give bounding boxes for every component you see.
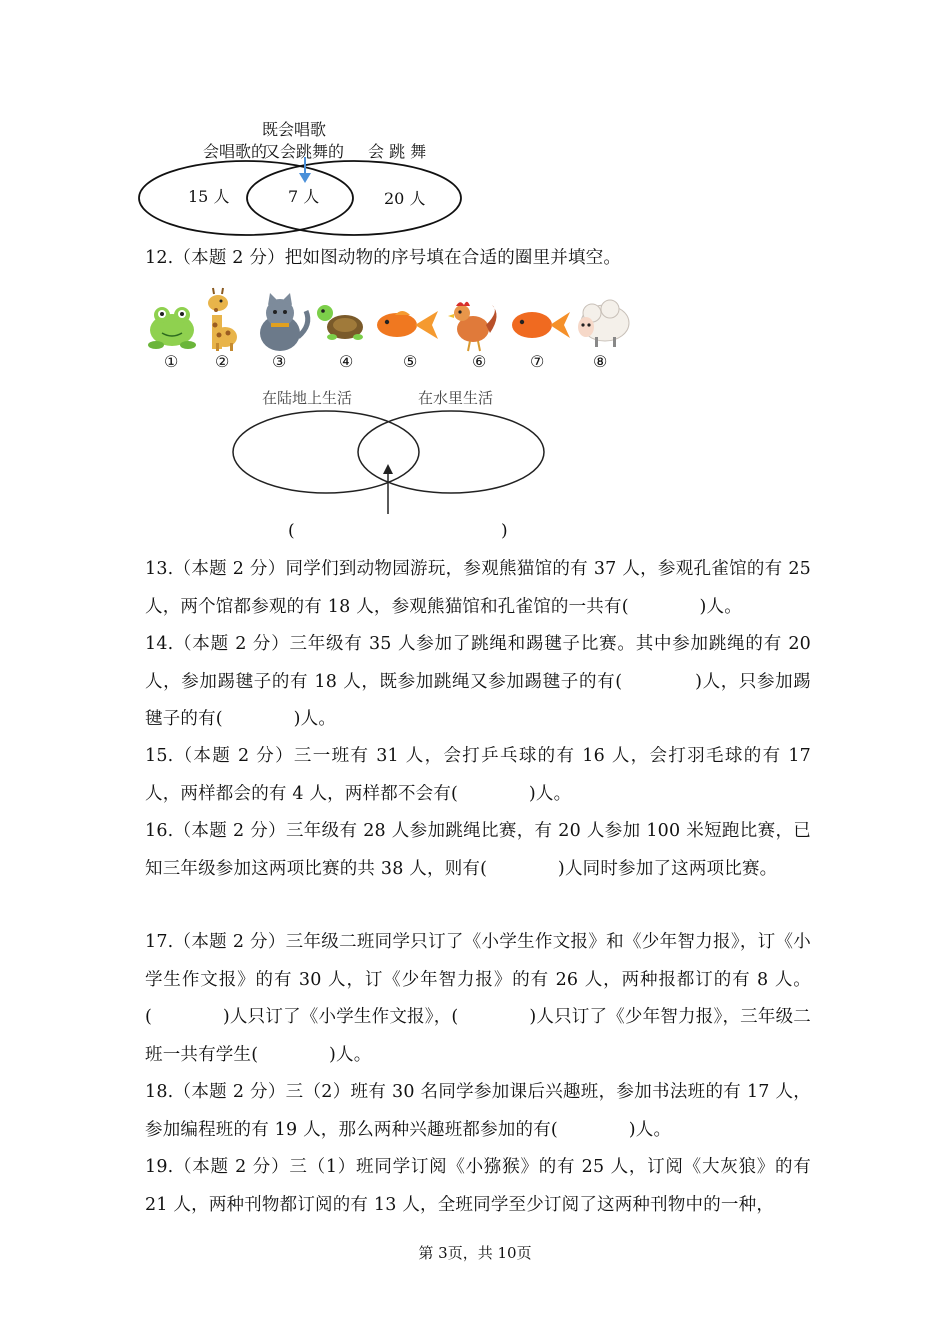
venn1-right-label: 会 跳 舞 [368,142,427,161]
venn1-left-label: 会唱歌的 [203,142,268,161]
venn1-left-value: 15 人 [188,187,230,206]
venn2-right-label: 在水里生活 [418,389,494,407]
animal-number-2: ② [215,352,230,371]
frog-icon [148,307,196,349]
turtle-icon [317,305,363,340]
cat-icon [260,293,308,351]
venn2-diagram [228,408,553,518]
venn1-both-label-line1: 既会唱歌 [262,120,327,139]
question-16: 16.（本题 2 分）三年级有 28 人参加跳绳比赛，有 20 人参加 100 米短跑比赛，已知三年级参加这两项比赛的共 38 人，则有( )人同时参加了这两项比赛。 [145,821,811,879]
animal-number-7: ⑦ [530,352,545,371]
animal-number-6: ⑥ [472,352,487,371]
arrow-down-icon [299,173,311,183]
venn1-middle-value: 7 人 [288,187,320,206]
question-19: 19.（本题 2 分）三（1）班同学订阅《小猕猴》的有 25 人，订阅《大灰狼》的有 21 人，两种刊物都订阅的有 13 人，全班同学至少订阅了这两种刊物中的一种， [145,1157,811,1215]
giraffe-icon [208,288,237,351]
animal-number-1: ① [164,352,179,371]
venn2-left-label: 在陆地上生活 [262,389,353,407]
rooster-icon [448,302,497,351]
goldfish-icon [377,311,438,339]
venn1-right-value: 20 人 [384,189,426,208]
page-footer: 第 3页，共 10页 [418,1244,532,1262]
venn1-both-label-line2: 又会跳舞的 [264,142,345,161]
animal-number-5: ⑤ [403,352,418,371]
goldfish-icon [512,312,570,338]
question-18: 18.（本题 2 分）三（2）班有 30 名同学参加课后兴趣班，参加书法班的有 17 人，参加编程班的有 19 人，那么两种兴趣班都参加的有( )人。 [145,1082,811,1140]
animal-number-8: ⑧ [593,352,608,371]
sheep-icon [578,300,629,347]
question-13: 13.（本题 2 分）同学们到动物园游玩，参观熊猫馆的有 37 人，参观孔雀馆的有 25 人，两个馆都参观的有 18 人，参观熊猫馆和孔雀馆的一共有( )人。 [145,559,811,617]
animal-number-3: ③ [272,352,287,371]
arrow-up-icon [383,464,393,474]
question-14: 14.（本题 2 分）三年级有 35 人参加了跳绳和踢毽子比赛。其中参加跳绳的有 20 人，参加踢毽子的有 18 人，既参加跳绳又参加踢毽子的有( )人，只参加踢毽子的有( )人。 [145,634,811,729]
question-17: 17.（本题 2 分）三年级二班同学只订了《小学生作文报》和《少年智力报》，订《小学生作文报》的有 30 人，订《少年智力报》的有 26 人，两种报都订的有 8 人。( )人只订了《小学生作文报》，( )人只订了《少年智力报》，三年级二班一共有学生( )人。 [145,932,811,1065]
question-12: 12.（本题 2 分）把如图动物的序号填在合适的圈里并填空。 [145,248,622,268]
venn2-paren-open: ( [288,521,295,541]
question-15: 15.（本题 2 分）三一班有 31 人，会打乒乓球的有 16 人，会打羽毛球的有 17 人，两样都会的有 4 人，两样都不会有( )人。 [145,746,811,804]
venn2-paren-close[interactable]: ) [501,521,508,541]
animal-number-4: ④ [339,352,354,371]
